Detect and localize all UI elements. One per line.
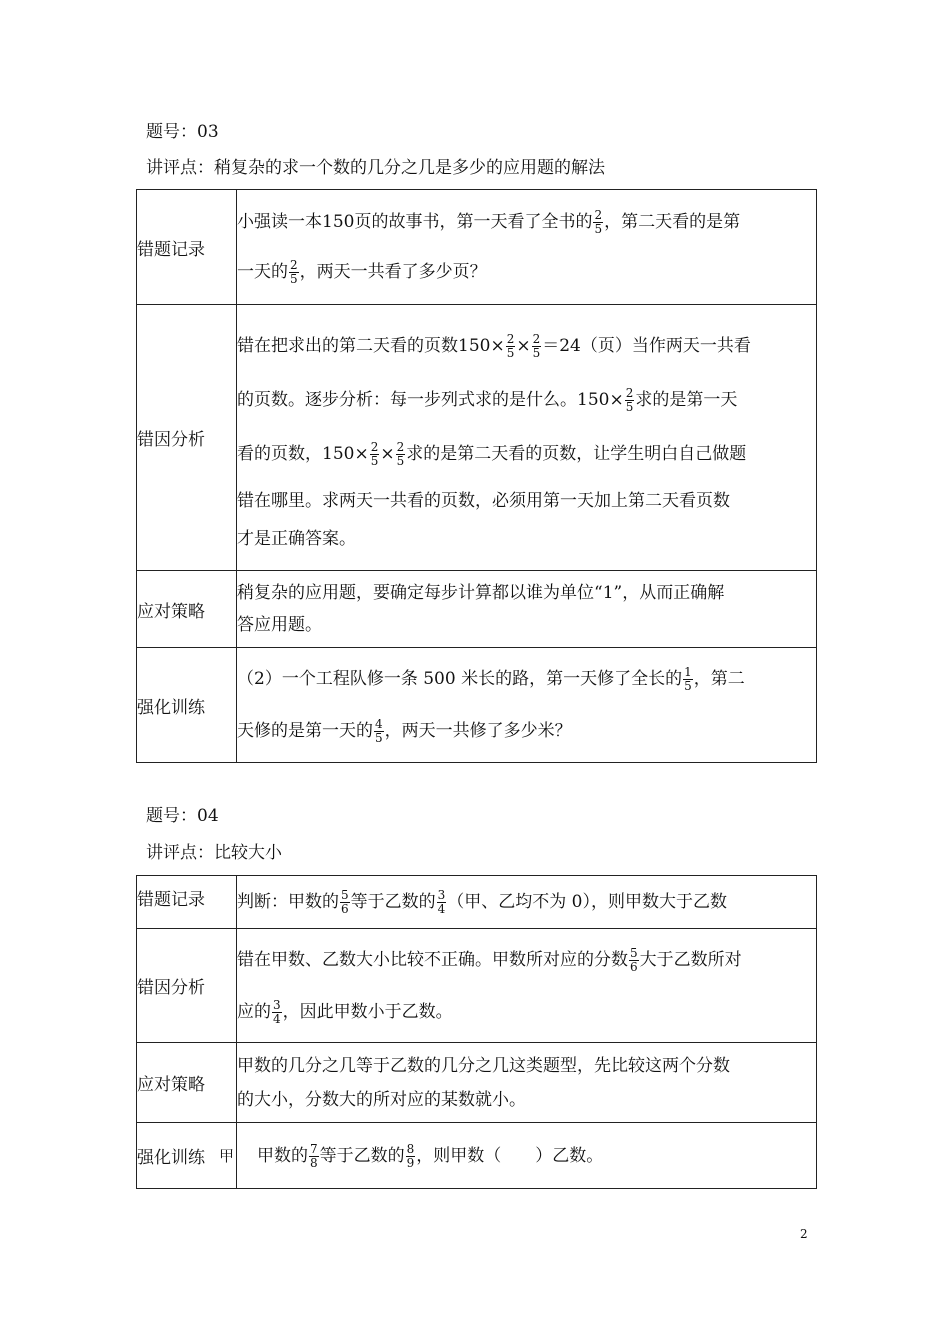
fraction: $\frac{1}{5}$ [684, 665, 692, 693]
q03-cause-content: 错在把求出的第二天看的页数150× $\frac{2}{5}$ × $\frac{2}{5}$ ＝24（页）当作两天一共看 的页数。逐步分析：每一步列式求的是什么。150× $\frac{2}{5}$ 求的是第一天 看的页数，150× $\frac{2}{5}$ × $\frac{2}{5}$ 求的是第二天看的页数，让学生明白自己做题 错在哪里。求两天一共看的页数，必须用第一天加上第二天看页数 才是正确答案。 [237, 305, 817, 571]
fraction: $\frac{3}{4}$ [273, 997, 281, 1026]
q04-strategy-label: 应对策略 [137, 1043, 237, 1123]
fraction: $\frac{2}{5}$ [396, 439, 405, 468]
fraction: $\frac{8}{9}$ [406, 1141, 415, 1170]
q03-record-content: 小强读一本150页的故事书，第一天看了全书的 $\frac{2}{5}$ ，第二天看的是第 一天的 $\frac{2}{5}$ ，两天一共看了多少页？ [237, 190, 817, 305]
fraction: $\frac{4}{5}$ [375, 717, 383, 745]
fraction: $\frac{2}{5}$ [594, 208, 603, 236]
q04-number: 题号：04 [146, 806, 219, 826]
q04-cause-label: 错因分析 [137, 929, 237, 1043]
fraction: $\frac{5}{6}$ [341, 888, 349, 916]
q03-training-label: 强化训练 [137, 648, 237, 763]
q03-strategy-content: 稍复杂的应用题，要确定每步计算都以谁为单位“1”，从而正确解 答应用题。 [237, 571, 817, 648]
page-number: 2 [800, 1227, 808, 1241]
fraction: $\frac{5}{6}$ [630, 945, 638, 974]
overlap-char: 甲 [219, 1147, 235, 1165]
fraction: $\frac{2}{5}$ [625, 385, 634, 414]
q03-row-cause [137, 305, 817, 571]
fraction: $\frac{2}{5}$ [532, 331, 541, 360]
q03-strategy-label: 应对策略 [137, 571, 237, 648]
q03-table [136, 189, 817, 763]
fraction: $\frac{7}{8}$ [310, 1141, 318, 1170]
q03-review-point: 讲评点：稍复杂的求一个数的几分之几是多少的应用题的解法 [146, 158, 605, 178]
q04-review-point: 讲评点：比较大小 [146, 843, 282, 863]
q04-table [136, 875, 817, 1189]
q03-row-strategy [137, 571, 817, 648]
fraction: $\frac{2}{5}$ [290, 258, 298, 286]
q03-row-training [137, 648, 817, 763]
q04-row-cause [137, 929, 817, 1043]
q03-cause-label: 错因分析 [137, 305, 237, 571]
q04-strategy-content: 甲数的几分之几等于乙数的几分之几这类题型，先比较这两个分数 的大小，分数大的所对应的某数就小。 [237, 1043, 817, 1123]
fraction: $\frac{2}{5}$ [506, 331, 515, 360]
q04-row-training [137, 1123, 817, 1189]
q04-record-content: 判断：甲数的 $\frac{5}{6}$ 等于乙数的 $\frac{3}{4}$ （甲、乙均不为 0），则甲数大于乙数 [237, 876, 817, 929]
q04-cause-content: 错在甲数、乙数大小比较不正确。甲数所对应的分数 $\frac{5}{6}$ 大于乙数所对 应的 $\frac{3}{4}$ ，因此甲数小于乙数。 [237, 929, 817, 1043]
q04-row-record [137, 876, 817, 929]
q03-row-record [137, 190, 817, 305]
q04-training-label: 强化训练 甲 [137, 1123, 237, 1189]
q04-training-content: 甲数的 $\frac{7}{8}$ 等于乙数的 $\frac{8}{9}$ ，则甲数（ ）乙数。 [237, 1123, 817, 1189]
q04-record-label: 错题记录 [137, 876, 237, 929]
q04-row-strategy [137, 1043, 817, 1123]
q03-record-label: 错题记录 [137, 190, 237, 305]
fraction: $\frac{3}{4}$ [437, 888, 446, 916]
fraction: $\frac{2}{5}$ [370, 439, 379, 468]
q03-number: 题号：03 [146, 122, 219, 142]
q03-training-content: （2）一个工程队修一条 500 米长的路，第一天修了全长的 $\frac{1}{5}$ ，第二 天修的是第一天的 $\frac{4}{5}$ ，两天一共修了多少米？ [237, 648, 817, 763]
